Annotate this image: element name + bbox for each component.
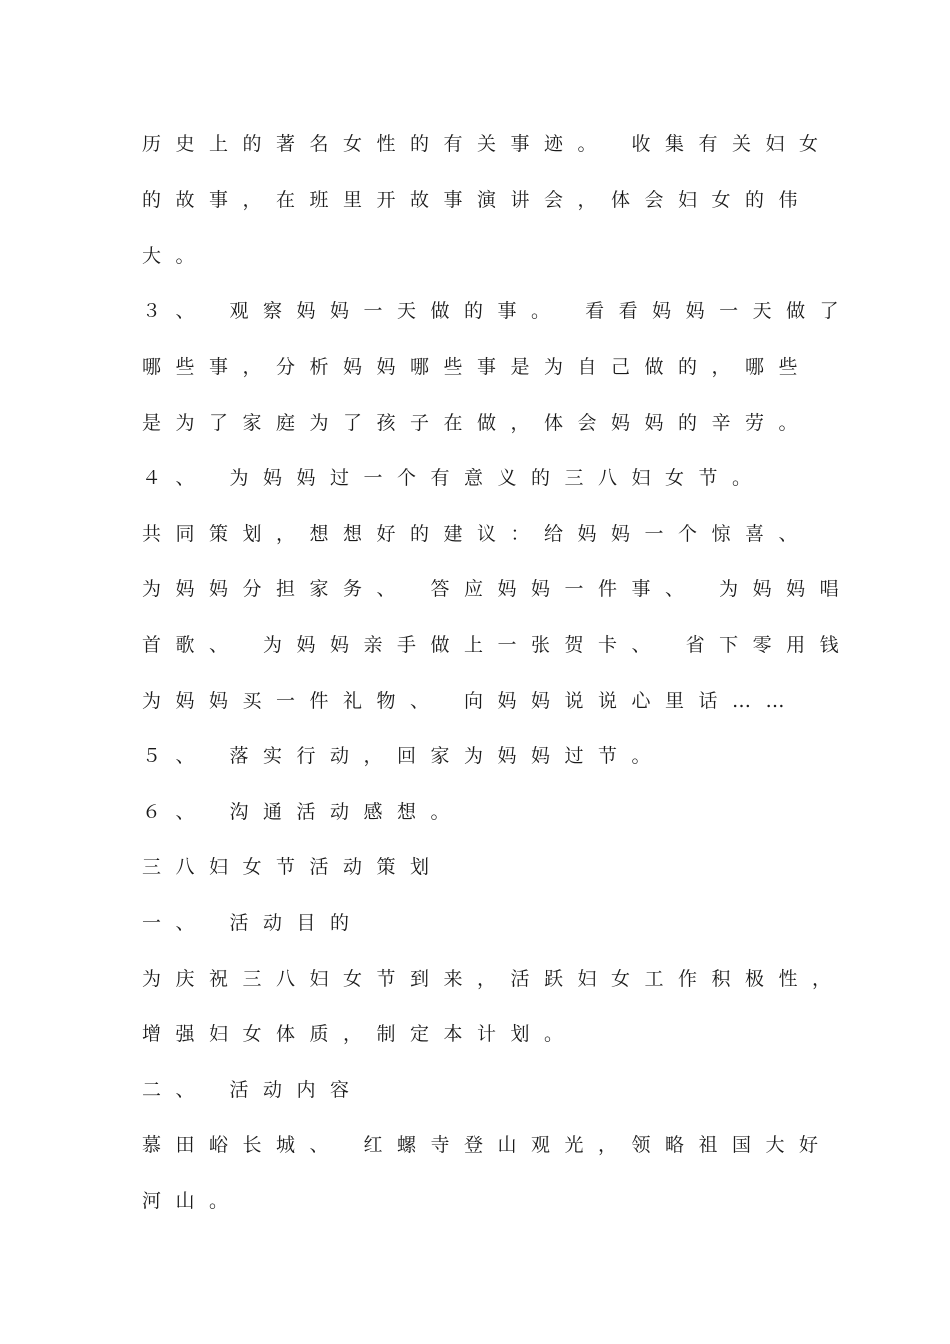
- section-heading: 一、 活动目的: [142, 912, 364, 934]
- text-line: 共同策划，想想好的建议：给妈妈一个惊喜、: [142, 523, 813, 545]
- text-line: 为妈妈买一件礼物、 向妈妈说说心里话……: [142, 690, 800, 712]
- text-line: 的故事，在班里开故事演讲会，体会妇女的伟: [142, 189, 813, 211]
- text-line: 为妈妈分担家务、 答应妈妈一件事、 为妈妈唱: [142, 578, 854, 600]
- text-line: ３、 观察妈妈一天做的事。 看看妈妈一天做了: [142, 300, 854, 322]
- section-heading: 二、 活动内容: [142, 1079, 364, 1101]
- text-line: 河山。: [142, 1190, 243, 1212]
- text-line: 是为了家庭为了孩子在做，体会妈妈的辛劳。: [142, 412, 813, 434]
- text-line: 为庆祝三八妇女节到来，活跃妇女工作积极性，: [142, 968, 846, 990]
- text-line: 慕田峪长城、 红螺寺登山观光，领略祖国大好: [142, 1134, 833, 1156]
- section-heading: 三八妇女节活动策划: [142, 856, 444, 878]
- text-line: 首歌、 为妈妈亲手做上一张贺卡、 省下零用钱: [142, 634, 854, 656]
- text-line: 哪些事，分析妈妈哪些事是为自己做的，哪些: [142, 356, 813, 378]
- text-line: ５、 落实行动，回家为妈妈过节。: [142, 745, 666, 767]
- text-line: ６、 沟通活动感想。: [142, 801, 465, 823]
- text-line: 大。: [142, 245, 210, 267]
- text-line: 历史上的著名女性的有关事迹。 收集有关妇女: [142, 133, 833, 155]
- text-line: 增强妇女体质，制定本计划。: [142, 1023, 578, 1045]
- text-line: ４、 为妈妈过一个有意义的三八妇女节。: [142, 467, 766, 489]
